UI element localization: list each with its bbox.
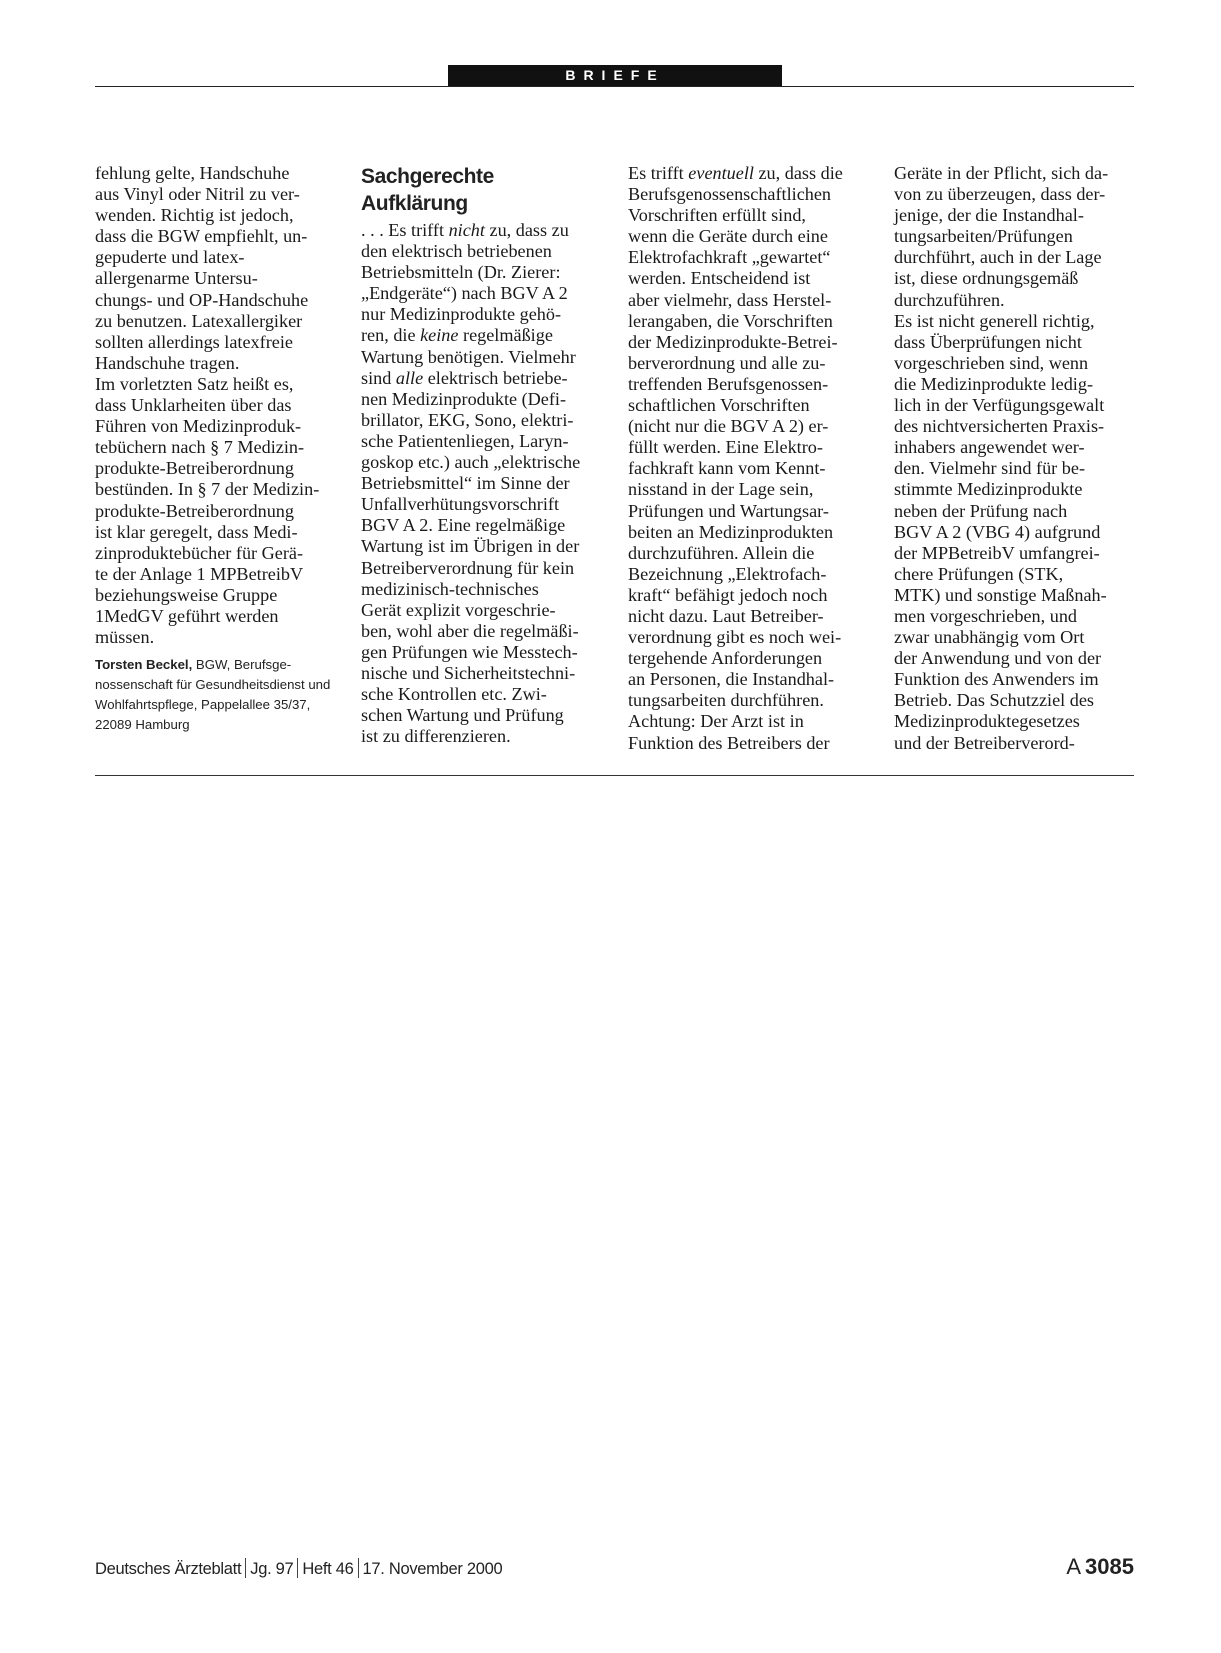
text-line: „Endgeräte“) nach BGV A 2 [361,283,568,304]
author-affiliation-line: 22089 Hamburg [95,717,190,733]
text-line: brillator, EKG, Sono, elektri- [361,409,574,430]
text-line: (nicht nur die BGV A 2) er- [628,416,829,437]
text-line: treffenden Berufsgenossen- [628,373,829,394]
text-line: lerangaben, die Vorschriften [628,310,833,331]
text-line: produkte-Betreiberordnung [95,500,294,521]
journal-volume: Jg. 97 [250,1560,294,1578]
text-line: ren, die keine regelmäßige [361,325,553,346]
text-line: chungs- und OP-Handschuhe [95,289,309,310]
text-line: beziehungsweise Gruppe [95,584,278,605]
text-line: tungsarbeiten durchführen. [628,690,824,711]
text-line: chere Prüfungen (STK, [894,563,1064,584]
article-heading-line: Sachgerechte [361,165,494,188]
text-line: den. Vielmehr sind für be- [894,458,1086,479]
emphasis: alle [395,367,424,388]
text-line: sollten allerdings latexfreie [95,331,293,352]
text-line: nur Medizinprodukte gehö- [361,304,562,325]
text-line: Geräte in der Pflicht, sich da- [894,163,1109,183]
text-line: te der Anlage 1 MPBetreibV [95,563,304,584]
text-line: zinproduktebücher für Gerä- [95,542,304,563]
text-line: sind alle elektrisch betriebe- [361,367,568,388]
text-line: Wartung benötigen. Vielmehr [361,346,576,367]
column-4-text [894,163,1132,754]
text-line: Gerät explizit vorgeschrie- [361,599,556,620]
text-line: ist klar geregelt, dass Medi- [95,521,298,542]
text-line: Medizinproduktegesetzes [894,711,1080,732]
column-3-text [628,163,866,754]
text-line: Elektrofachkraft „gewartet“ [628,247,831,268]
text-line: durchzuführen. Allein die [628,542,815,563]
author-credit [95,655,333,735]
text-line: BGV A 2. Eine regelmäßige [361,515,566,536]
text-line: vorgeschrieben sind, wenn [894,352,1089,373]
text-line: produkte-Betreiberordnung [95,458,294,479]
text-line: berverordnung und alle zu- [628,352,826,373]
column-1 [95,163,333,735]
author-name: Torsten Beckel, [95,657,193,673]
text-line: füllt werden. Eine Elektro- [628,437,823,458]
text-line: gen Prüfungen wie Messtech- [361,641,578,662]
text-line: neben der Prüfung nach [894,500,1068,521]
article-heading-line: Aufklärung [361,192,468,215]
text-line: Wartung ist im Übrigen in der [361,536,580,557]
text-line: nisstand in der Lage sein, [628,479,814,500]
column-2-text [361,220,599,747]
text-line: stimmte Medizinprodukte [894,479,1083,500]
text-line: durchführt, auch in der Lage [894,247,1102,268]
text-line: medizinisch-technisches [361,578,539,599]
text-line: Es ist nicht generell richtig, [894,310,1095,331]
text-line: die Medizinprodukte ledig- [894,373,1093,394]
article-heading [361,163,599,217]
text-line: aus Vinyl oder Nitril zu ver- [95,184,300,205]
text-line: Führen von Medizinproduk- [95,416,302,437]
text-line: Betriebsmitteln (Dr. Zierer: [361,262,561,283]
text-line: tungsarbeiten/Prüfungen [894,226,1073,247]
text-line: Handschuhe tragen. [95,352,240,373]
text-line: Unfallverhütungsvorschrift [361,494,559,515]
text-line: schen Wartung und Prüfung [361,705,564,726]
column-3 [628,163,866,754]
text-line: 1MedGV geführt werden [95,605,279,626]
text-line: zu benutzen. Latexallergiker [95,310,303,331]
footer-separator [245,1558,246,1578]
text-line: kraft“ befähigt jedoch noch [628,584,828,605]
text-line: schaftlichen Vorschriften [628,395,810,416]
text-line: der Medizinprodukte-Betrei- [628,331,838,352]
text-line: des nichtversicherten Praxis- [894,416,1105,437]
text-line: BGV A 2 (VBG 4) aufgrund [894,521,1101,542]
text-line: nen Medizinprodukte (Defi- [361,388,567,409]
journal-issue: Heft 46 [302,1560,354,1578]
text-line: fachkraft kann vom Kennt- [628,458,826,479]
footer-citation [95,1558,502,1579]
text-line: gepuderte und latex- [95,247,245,268]
text-line: goskop etc.) auch „elektrische [361,452,581,473]
text-line: wenden. Richtig ist jedoch, [95,205,294,226]
text-line: ist zu differenzieren. [361,726,511,747]
text-line: und der Betreiberverord- [894,732,1075,753]
text-line: müssen. [95,627,155,648]
text-line: nicht dazu. Laut Betreiber- [628,605,824,626]
text-line: ben, wohl aber die regelmäßi- [361,620,579,641]
footer-separator [297,1558,298,1578]
text-line: an Personen, die Instandhal- [628,669,835,690]
text-line: durchzuführen. [894,289,1005,310]
text-line: Betrieb. Das Schutzziel des [894,690,1095,711]
text-line: MTK) und sonstige Maßnah- [894,584,1107,605]
text-line: inhabers angewendet wer- [894,437,1085,458]
emphasis: nicht [448,220,485,240]
text-line: werden. Entscheidend ist [628,268,811,289]
header-rule [95,86,1134,87]
text-line: nische und Sicherheitstechni- [361,662,576,683]
text-line: Vorschriften erfüllt sind, [628,205,806,226]
column-4 [894,163,1132,754]
text-line: Bezeichnung „Elektrofach- [628,563,827,584]
text-line: dass die BGW empfiehlt, un- [95,226,308,247]
text-line: beiten an Medizinprodukten [628,521,834,542]
text-line: Im vorletzten Satz heißt es, [95,373,294,394]
text-line: bestünden. In § 7 der Medizin- [95,479,320,500]
text-line: wenn die Geräte durch eine [628,226,828,247]
text-line: dass Unklarheiten über das [95,395,292,416]
text-line: sche Patientenliegen, Laryn- [361,430,569,451]
text-line: sche Kontrollen etc. Zwi- [361,684,547,705]
text-line: Funktion des Anwenders im [894,669,1099,690]
text-line: den elektrisch betriebenen [361,241,552,262]
text-line: Berufsgenossenschaftlichen [628,184,832,205]
section-tag: BRIEFE [448,65,782,86]
footer-separator [358,1558,359,1578]
text-line: Prüfungen und Wartungsar- [628,500,829,521]
journal-name: Deutsches Ärzteblatt [95,1560,242,1578]
page-number [1066,1554,1134,1580]
text-line: men vorgeschrieben, und [894,605,1078,626]
text-line: Betreiberverordnung für kein [361,557,575,578]
page-number-value: 3085 [1085,1554,1134,1579]
article-end-rule [95,775,1134,776]
text-line: Achtung: Der Arzt ist in [628,711,804,732]
text-line: . . . Es trifft nicht zu, dass zu [361,220,569,240]
text-line: lich in der Verfügungsgewalt [894,395,1105,416]
column-1-text [95,163,333,648]
text-line: der Anwendung und von der [894,648,1102,669]
author-affiliation-line: BGW, Berufsge- [192,657,292,673]
text-line: verordnung gibt es noch wei- [628,627,842,648]
text-line: allergenarme Untersu- [95,268,258,289]
emphasis: eventuell [688,163,754,183]
text-line: aber vielmehr, dass Herstel- [628,289,832,310]
text-line: dass Überprüfungen nicht [894,331,1082,352]
text-line: ist, diese ordnungsgemäß [894,268,1079,289]
text-line: Betriebsmittel“ im Sinne der [361,473,570,494]
text-line: Es trifft eventuell zu, dass die [628,163,843,183]
column-2 [361,163,599,747]
author-affiliation-line: Wohlfahrtspflege, Pappelallee 35/37, [95,697,311,713]
text-line: jenige, der die Instandhal- [894,205,1084,226]
text-line: tebüchern nach § 7 Medizin- [95,437,305,458]
text-line: von zu überzeugen, dass der- [894,184,1106,205]
text-line: Funktion des Betreibers der [628,732,830,753]
emphasis: keine [420,325,459,346]
page-prefix: A [1066,1554,1082,1579]
author-affiliation-line: nossenschaft für Gesundheitsdienst und [95,677,331,693]
text-line: zwar unabhängig vom Ort [894,627,1085,648]
text-line: tergehende Anforderungen [628,648,823,669]
text-line: fehlung gelte, Handschuhe [95,163,290,183]
text-line: der MPBetreibV umfangrei- [894,542,1100,563]
issue-date: 17. November 2000 [362,1560,503,1578]
